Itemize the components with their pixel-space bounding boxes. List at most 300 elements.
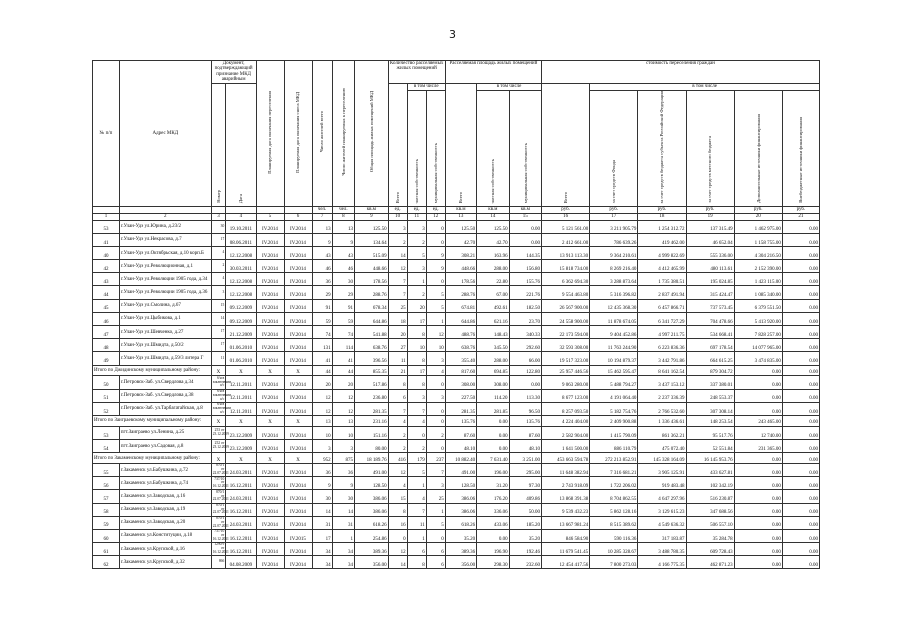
table-cell: 20	[312, 376, 332, 389]
row-number: 40	[93, 246, 120, 259]
table-cell: 11	[407, 516, 426, 529]
table-cell: 5 488 794.27	[590, 376, 638, 389]
row-period: IV.2014	[256, 503, 284, 516]
table-cell: 11	[388, 352, 407, 365]
table-cell: 555 336.00	[686, 246, 734, 259]
table-cell: 3	[407, 389, 426, 402]
table-cell: 295.00	[509, 463, 541, 476]
table-cell: 8 269 216.40	[590, 260, 638, 273]
table-cell: 0.00	[734, 543, 782, 556]
subtotal-cell: 135.76	[509, 415, 541, 426]
row-number: 51	[93, 389, 120, 402]
table-cell: 0.00	[734, 490, 782, 503]
table-cell: 0.00	[782, 477, 819, 490]
row-period: IV.2014	[284, 389, 312, 402]
row-doc-date: 23.12.2009	[226, 439, 256, 452]
row-doc-number: 11	[211, 352, 226, 365]
table-cell: 182.50	[509, 299, 541, 312]
table-cell: 5	[407, 246, 426, 259]
header-cost-total: Всего	[562, 191, 568, 204]
table-cell: 1	[407, 477, 426, 490]
row-doc-number: 2	[211, 260, 226, 273]
table-cell: 0.00	[509, 376, 541, 389]
table-cell: 248 553.37	[686, 389, 734, 402]
subtotal-cell: 0	[426, 415, 445, 426]
table-cell: 50.00	[509, 503, 541, 516]
table-row	[93, 220, 820, 233]
row-number: 57	[93, 490, 120, 503]
row-period: IV.2015	[284, 529, 312, 542]
table-cell: 7 316 681.21	[590, 463, 638, 476]
table-cell: 644.86	[445, 312, 476, 325]
table-cell: 3	[407, 220, 426, 233]
table-row	[93, 246, 820, 259]
table-cell: 9	[312, 477, 332, 490]
table-cell: 18	[388, 312, 407, 325]
table-cell: 48.10	[509, 439, 541, 452]
column-number-cell: 19	[686, 213, 734, 220]
table-cell: 24 558 900.00	[542, 312, 590, 325]
subtotal-cell: Х	[284, 365, 312, 376]
subtotal-cell: 272 213 852.91	[590, 453, 638, 464]
row-period: IV.2014	[256, 529, 284, 542]
table-cell: 2	[388, 439, 407, 452]
header-area: Расселяемая площадь жилых помещений	[445, 61, 541, 84]
table-cell: 0.00	[782, 299, 819, 312]
row-doc-date: 12.11.2011	[226, 389, 256, 402]
table-cell: 9 364 210.61	[590, 246, 638, 259]
table-cell: 664 615.25	[686, 352, 734, 365]
subtotal-cell: 4 224 404.00	[542, 415, 590, 426]
table-cell: 492.61	[477, 299, 509, 312]
row-period: IV.2014	[284, 463, 312, 476]
row-doc-number: 870/1 от 22.07.2011	[212, 516, 229, 528]
table-cell: 0	[388, 529, 407, 542]
unit-cell: руб.	[638, 206, 686, 213]
subtotal-cell: 0.00	[734, 453, 782, 464]
column-number-cell: 20	[734, 213, 782, 220]
header-area-total: Всего	[458, 191, 464, 204]
table-cell: 36	[332, 463, 354, 476]
row-period: IV.2014	[256, 477, 284, 490]
table-cell: 26 567 900.00	[542, 299, 590, 312]
table-cell: 236.80	[355, 389, 389, 402]
row-address: г.Улан-Удэ ул.Юрина, д.23/2	[119, 220, 211, 233]
table-cell: 288.76	[445, 286, 476, 299]
row-number: 52	[93, 402, 120, 415]
table-cell: 36	[312, 463, 332, 476]
column-number-cell: 8	[332, 213, 354, 220]
table-cell: 14	[332, 503, 354, 516]
table-cell: 48.10	[445, 439, 476, 452]
table-cell: 25	[388, 299, 407, 312]
subtotal-cell: 17	[407, 365, 426, 376]
table-cell: 31	[312, 516, 332, 529]
row-address: г.Закаменск ул.Заводская, д.19	[119, 503, 211, 516]
table-cell: 13 913 113.30	[542, 246, 590, 259]
row-number: 56	[93, 477, 120, 490]
row-address: г.Улан-Удэ ул.Революции 1905 года, д.34	[119, 273, 211, 286]
row-doc-number: 15	[211, 299, 226, 312]
table-cell: 151.16	[355, 426, 389, 439]
table-cell: 462 871.23	[686, 556, 734, 569]
table-cell: 419 462.00	[638, 233, 686, 246]
table-cell: 15	[388, 490, 407, 503]
table-cell: 3 905 125.91	[638, 463, 686, 476]
table-cell: 861 362.21	[638, 426, 686, 439]
row-number: 44	[93, 286, 120, 299]
subtotal-label: Итого по Закаменскому муниципальному району:	[93, 453, 212, 464]
row-doc-number: 737/10 от 16.12.2011	[212, 476, 229, 489]
table-cell: 125.50	[445, 220, 476, 233]
table-cell: 80.00	[355, 439, 389, 452]
row-number: 42	[93, 260, 120, 273]
row-address: г.Петровск-Заб. ул.Тарбагатайская, д.8	[119, 402, 211, 415]
table-cell: 0.00	[782, 246, 819, 259]
row-period: IV.2014	[284, 402, 312, 415]
table-cell: 590 116.36	[590, 529, 638, 542]
table-cell: 10	[332, 426, 354, 439]
subtotal-cell: 4	[426, 365, 445, 376]
row-number: 60	[93, 529, 120, 542]
table-cell: 12	[426, 326, 445, 339]
table-cell: 678.34	[355, 299, 389, 312]
units-row	[93, 206, 820, 213]
unit-cell: руб.	[590, 206, 638, 213]
row-doc-number: 737/10 от 16.12.2011	[212, 529, 229, 541]
row-doc-number: 870/1 от 22.07.2011	[212, 489, 229, 502]
table-cell: 0.00	[477, 529, 509, 542]
row-address: г.Закаменск ул.Заводская, д.16	[119, 490, 211, 503]
table-cell: 355.40	[445, 352, 476, 365]
table-cell: 480 113.61	[686, 260, 734, 273]
table-cell: 8	[388, 503, 407, 516]
row-doc-number: 4	[211, 246, 226, 259]
table-cell: 433 627.81	[686, 463, 734, 476]
table-row	[93, 312, 820, 325]
table-cell: 1	[407, 529, 426, 542]
table-cell: 4	[388, 477, 407, 490]
table-cell: 11 648 382.94	[542, 463, 590, 476]
subtotal-cell: 18 189.76	[355, 453, 389, 464]
table-cell: 6	[426, 556, 445, 569]
table-cell: 2 766 532.60	[638, 402, 686, 415]
table-cell: 386.06	[355, 490, 389, 503]
table-cell: 4 412 465.99	[638, 260, 686, 273]
unit-cell	[119, 206, 211, 213]
table-cell: 0.00	[782, 233, 819, 246]
row-period: IV.2014	[284, 556, 312, 569]
table-cell: 6 457 866.71	[638, 299, 686, 312]
subtotal-cell: Х	[211, 415, 226, 426]
row-doc-date: 16.12.2011	[226, 529, 256, 542]
table-cell: 52 551.84	[686, 439, 734, 452]
table-cell: 31	[332, 516, 354, 529]
table-cell: 9 063 280.00	[542, 376, 590, 389]
row-doc-date: 19.10.2011	[226, 220, 256, 233]
table-row	[93, 339, 820, 352]
table-cell: 674.81	[445, 299, 476, 312]
subtotal-cell: 0.00	[477, 415, 509, 426]
table-cell: 516 230.87	[686, 490, 734, 503]
table-cell: 25	[426, 490, 445, 503]
subtotal-row	[93, 415, 820, 426]
table-cell: 156.80	[509, 260, 541, 273]
header-passport: Документ, подтверждающий признание МКД аварийным	[211, 61, 256, 84]
table-cell: 35 284.78	[686, 529, 734, 542]
subtotal-cell: Х	[284, 453, 312, 464]
table-cell: 433.06	[477, 516, 509, 529]
row-address: г.Закаменск ул.Конституции, д.18	[119, 529, 211, 542]
unit-cell: руб.	[686, 206, 734, 213]
row-doc-date: 30.03.2011	[226, 260, 256, 273]
subtotal-cell: Х	[211, 365, 226, 376]
table-row	[93, 402, 820, 415]
table-cell: 3	[426, 389, 445, 402]
table-cell: 10 285 328.67	[590, 543, 638, 556]
table-cell: 281.85	[477, 402, 509, 415]
row-doc-number: 30	[211, 220, 226, 233]
table-cell: 1 423 115.00	[734, 273, 782, 286]
table-cell: 134.64	[355, 233, 389, 246]
table-cell: 30	[332, 273, 354, 286]
table-cell: 1	[426, 312, 445, 325]
table-cell: 102 342.19	[686, 477, 734, 490]
header-residents: Число жителей всего	[319, 111, 325, 153]
table-row	[93, 543, 820, 556]
table-cell: 46	[332, 260, 354, 273]
table-cell: 14	[388, 556, 407, 569]
row-period: IV.2014	[284, 220, 312, 233]
row-address: г.Закаменск ул.Бабушкина, д.74	[119, 477, 211, 490]
table-cell: 6	[388, 389, 407, 402]
table-cell: 0.00	[734, 477, 782, 490]
table-cell: 5 182 754.76	[590, 402, 638, 415]
table-cell: 0.00	[782, 463, 819, 476]
row-period: IV.2014	[256, 312, 284, 325]
unit-cell: ед.	[388, 206, 407, 213]
table-cell: 34	[332, 556, 354, 569]
row-period: IV.2014	[256, 246, 284, 259]
table-cell: 4 999 822.69	[638, 246, 686, 259]
table-cell: 15 818 734.00	[542, 260, 590, 273]
table-cell: 5 413 920.00	[734, 312, 782, 325]
table-cell: 448.66	[355, 260, 389, 273]
table-row	[93, 516, 820, 529]
table-cell: 2	[407, 233, 426, 246]
column-number-cell: 9	[355, 213, 389, 220]
row-period: IV.2014	[284, 326, 312, 339]
table-cell: 221.76	[509, 286, 541, 299]
table-cell: 1 462 975.00	[734, 220, 782, 233]
table-cell: 7	[388, 286, 407, 299]
row-period: IV.2014	[284, 439, 312, 452]
subtotal-cell: 135.76	[445, 415, 476, 426]
subtotal-label: Итого по Джидинскому муниципальному району:	[93, 365, 212, 376]
subtotal-cell: 44	[332, 365, 354, 376]
subtotal-cell: 145 328 164.09	[638, 453, 686, 464]
table-cell: 0.00	[782, 556, 819, 569]
table-cell: 8 677 123.00	[542, 389, 590, 402]
table-cell: 0.00	[734, 463, 782, 476]
header-cost-extra: Дополнительные источники финансирования	[755, 114, 761, 204]
table-cell: 5	[426, 299, 445, 312]
row-doc-date: 12.12.2008	[226, 246, 256, 259]
header-cost-over: Внебюджетные источники финансирования	[798, 117, 804, 204]
row-doc-number: 870/1 от 22.07.2011	[212, 502, 229, 515]
row-period: IV.2014	[256, 260, 284, 273]
table-cell: 66.00	[509, 352, 541, 365]
table-cell: 0.00	[782, 490, 819, 503]
row-address: г.Улан-Удэ ул.Революции 1905 года, д.36	[119, 286, 211, 299]
table-cell: 0	[407, 426, 426, 439]
row-period: IV.2014	[256, 339, 284, 352]
row-address: пгт.Заиграево ул.Садовая, д.8	[119, 439, 211, 452]
header-area-private: частная собственность	[490, 158, 496, 204]
table-cell: 1 158 755.00	[734, 233, 782, 246]
column-number-cell: 15	[509, 213, 541, 220]
table-cell: 0.00	[782, 376, 819, 389]
row-number: 53	[93, 220, 120, 233]
row-doc-number: 17	[211, 326, 226, 339]
subtotal-row	[93, 453, 820, 464]
table-cell: 308.21	[445, 246, 476, 259]
table-cell: 46 652.04	[686, 233, 734, 246]
table-cell: 97.30	[509, 477, 541, 490]
table-cell: 621.16	[477, 312, 509, 325]
table-cell: 5	[407, 463, 426, 476]
table-cell: 9	[426, 246, 445, 259]
table-cell: 0.00	[477, 426, 509, 439]
table-cell: 43	[312, 246, 332, 259]
table-cell: 0.00	[734, 516, 782, 529]
table-cell: 12 454 417.56	[542, 556, 590, 569]
row-doc-number: 17	[211, 233, 226, 246]
table-cell: 1	[426, 503, 445, 516]
row-period: IV.2014	[284, 376, 312, 389]
table-row	[93, 260, 820, 273]
table-cell: 2	[426, 426, 445, 439]
row-doc-date: 04.08.2009	[226, 556, 256, 569]
column-number-cell: 3	[211, 213, 226, 220]
table-cell: 2 237 336.39	[638, 389, 686, 402]
table-cell: 41	[312, 352, 332, 365]
table-cell: 8	[407, 352, 426, 365]
row-address: г.Петровск-Заб. ул.Свердлова д.34	[119, 376, 211, 389]
row-period: IV.2014	[284, 260, 312, 273]
column-numbers-row	[93, 213, 820, 220]
subtotal-cell: 231.16	[355, 415, 389, 426]
header-doc-date: Дата	[238, 193, 244, 204]
table-cell: 307 308.14	[686, 402, 734, 415]
table-cell: 3 488 780.35	[638, 543, 686, 556]
table-cell: 786 639.26	[590, 233, 638, 246]
table-cell: 345.50	[477, 339, 509, 352]
table-cell: 67.00	[477, 286, 509, 299]
table-row	[93, 477, 820, 490]
table-cell: 12	[332, 389, 354, 402]
subtotal-cell: 0.00	[782, 365, 819, 376]
table-cell: 4 166 775.35	[638, 556, 686, 569]
column-number-cell: 12	[426, 213, 445, 220]
table-cell: 1 254 312.72	[638, 220, 686, 233]
table-cell: 5 121 561.00	[542, 220, 590, 233]
table-cell: 0.00	[734, 389, 782, 402]
row-doc-date: 12.11.2011	[226, 376, 256, 389]
table-cell: 886 110.79	[590, 439, 638, 452]
table-cell: 0.00	[782, 260, 819, 273]
subtotal-cell: 44	[312, 365, 332, 376]
row-period: IV.2014	[284, 426, 312, 439]
table-cell: 12	[332, 402, 354, 415]
unit-cell	[93, 206, 120, 213]
subtotal-cell: Х	[284, 415, 312, 426]
table-cell: 196.00	[477, 463, 509, 476]
table-cell: 231 365.00	[734, 439, 782, 452]
row-period: IV.2014	[256, 220, 284, 233]
table-row	[93, 352, 820, 365]
row-period: IV.2014	[256, 402, 284, 415]
table-cell: 35.20	[445, 529, 476, 542]
table-cell: 17	[312, 529, 332, 542]
subtotal-cell: Х	[256, 453, 284, 464]
table-cell: 8	[407, 326, 426, 339]
row-doc-number: б/н в заключении о/с	[212, 388, 231, 401]
header-doc-num: Номер	[215, 190, 221, 204]
row-address: г.Улан-Удэ ул.Шмидта, д.59/3 литера Г	[119, 352, 211, 365]
table-cell: 448.66	[445, 260, 476, 273]
table-cell: 0.00	[782, 389, 819, 402]
subtotal-cell: 122.80	[509, 365, 541, 376]
table-cell: 1	[332, 529, 354, 542]
subtotal-cell: 0.00	[734, 365, 782, 376]
table-cell: 19 517 323.00	[542, 352, 590, 365]
table-cell: 125.50	[477, 220, 509, 233]
table-cell: 9	[426, 260, 445, 273]
table-cell: 4 191 064.40	[590, 389, 638, 402]
table-cell: 0.00	[782, 339, 819, 352]
table-cell: 288.76	[355, 286, 389, 299]
row-number: 43	[93, 273, 120, 286]
table-cell: 91	[332, 299, 354, 312]
table-cell: 27	[388, 339, 407, 352]
table-cell: 7	[407, 402, 426, 415]
table-cell: 386.06	[445, 490, 476, 503]
subtotal-cell: 2 409 900.88	[590, 415, 638, 426]
table-cell: 638.76	[355, 339, 389, 352]
table-cell: 308.00	[477, 376, 509, 389]
table-cell: 618.26	[355, 516, 389, 529]
table-cell: 74	[312, 326, 332, 339]
row-doc-number: 870/1 от 22.07.2011	[212, 463, 229, 475]
table-cell: 1 085 340.00	[734, 286, 782, 299]
table-cell: 7	[388, 402, 407, 415]
table-cell: 0	[426, 233, 445, 246]
table-cell: 29	[312, 286, 332, 299]
table-cell: 10	[426, 339, 445, 352]
table-cell: 22 173 594.00	[542, 326, 590, 339]
table-cell: 128.50	[445, 477, 476, 490]
header-cost-local: за счет средств местного бюджета	[707, 136, 713, 204]
row-number: 54	[93, 439, 120, 452]
row-period: IV.2014	[256, 426, 284, 439]
table-cell: 178.56	[355, 273, 389, 286]
row-period: IV.2014	[284, 543, 312, 556]
table-cell: 506 557.10	[686, 516, 734, 529]
table-cell: 9	[332, 477, 354, 490]
row-number: 53	[93, 426, 120, 439]
header-rooms-private: частная собственность	[413, 158, 419, 204]
